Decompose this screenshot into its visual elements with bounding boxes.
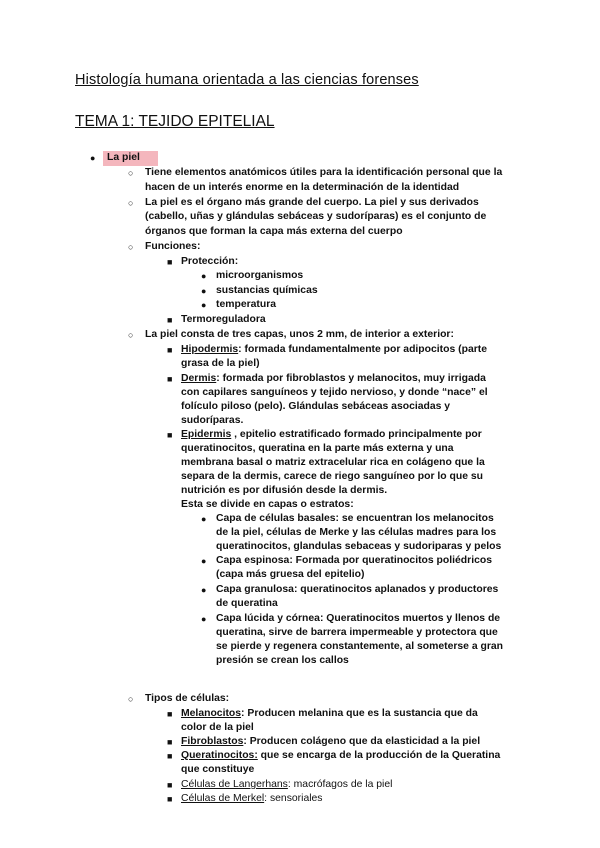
bullet-disc-icon: ● [201, 514, 207, 524]
hipodermis-term: Hipodermis [181, 344, 239, 355]
paragraph-line: de queratina [216, 598, 278, 609]
proteccion-item: microorganismos [216, 270, 304, 281]
paragraph-line: Esta se divide en capas o estratos: [181, 499, 354, 510]
paragraph-line: color de la piel [181, 722, 254, 733]
epidermis-line: Epidermis , epitelio estratificado formado principalmente por [181, 429, 482, 440]
document-title: Histología humana orientada a las ciencias forenses [75, 72, 419, 88]
proteccion-item: temperatura [216, 299, 277, 310]
heading-la-piel: La piel [103, 151, 158, 166]
queratinocitos-line: Queratinocitos: que se encarga de la producción de la Queratina [181, 750, 501, 761]
paragraph-line: queratinocitos, glandulas sebaceas y sudoriparas y pelos [216, 541, 502, 552]
paragraph-line: de la piel, células de Merke y las células madres para los [216, 527, 497, 538]
bullet-circle-icon: ○ [128, 694, 134, 704]
paragraph-line: (capa más gruesa del epitelio) [216, 569, 365, 580]
bullet-square-icon: ■ [167, 709, 173, 719]
bullet-disc-icon: ● [201, 286, 207, 296]
termoreguladora-label: Termoreguladora [181, 314, 266, 325]
melanocitos-term: Melanocitos [181, 708, 242, 719]
bullet-square-icon: ■ [167, 780, 173, 790]
paragraph-line: se pierde y regenera constantemente, al someterse a gran [216, 641, 504, 652]
hipodermis-line: Hipodermis: formada fundamentalmente por adipocitos (parte [181, 344, 487, 355]
bullet-disc-icon: ● [201, 556, 207, 566]
bullet-square-icon: ■ [167, 794, 173, 804]
bullet-circle-icon: ○ [128, 330, 134, 340]
bullet-square-icon: ■ [167, 315, 173, 325]
melanocitos-line: Melanocitos: Producen melanina que es la sustancia que da [181, 708, 478, 719]
section-title: TEMA 1: TEJIDO EPITELIAL [75, 113, 275, 130]
bullet-square-icon: ■ [167, 257, 173, 267]
bullet-square-icon: ■ [167, 345, 173, 355]
bullet-disc-icon: ● [201, 585, 207, 595]
paragraph-line: Capa lúcida y córnea: Queratinocitos muertos y llenos de [216, 613, 501, 624]
bullet-square-icon: ■ [167, 751, 173, 761]
paragraph-line: La piel es el órgano más grande del cuerpo. La piel y sus derivados [145, 197, 479, 208]
bullet-square-icon: ■ [167, 430, 173, 440]
merkel-line: Células de Merkel: sensoriales [181, 793, 323, 804]
queratinocitos-term: Queratinocitos: [181, 750, 258, 761]
paragraph-line: separa de la dermis, carece de riego sanguíneo por lo que su [181, 471, 484, 482]
bullet-disc-icon: ● [201, 300, 207, 310]
bullet-disc-icon: ● [201, 614, 207, 624]
paragraph-line: Tiene elementos anatómicos útiles para la identificación personal que la [145, 167, 503, 178]
paragraph-line: con capilares sanguíneos y tejido nervioso, y donde “nace” el [181, 387, 488, 398]
funciones-label: Funciones: [145, 241, 201, 252]
proteccion-label: Protección: [181, 256, 239, 267]
paragraph-line: (cabello, uñas y glándulas sebáceas y sudoríparas) es el conjunto de [145, 211, 487, 222]
paragraph-line: folículo piloso (pelo). Glándulas sebáceas asociadas y [181, 401, 451, 412]
paragraph-line: queratinocitos, queratina en la parte más externa y una [181, 443, 454, 454]
bullet-disc-icon: ● [90, 153, 96, 163]
paragraph-line: órganos que forman la capa más externa del cuerpo [145, 226, 403, 237]
langerhans-line: Células de Langerhans: macrófagos de la piel [181, 779, 393, 790]
fibroblastos-line: Fibroblastos: Producen colágeno que da elasticidad a la piel [181, 736, 481, 747]
paragraph-line: Capa espinosa: Formada por queratinocitos poliédricos [216, 555, 492, 566]
fibroblastos-term: Fibroblastos [181, 736, 244, 747]
dermis-term: Dermis [181, 373, 217, 384]
merkel-term: Células de Merkel [181, 793, 265, 804]
paragraph-line: membrana basal o matriz extracelular rica en colágeno que la [181, 457, 485, 468]
bullet-circle-icon: ○ [128, 168, 134, 178]
proteccion-item: sustancias químicas [216, 285, 318, 296]
bullet-circle-icon: ○ [128, 198, 134, 208]
paragraph-line: nutrición es por difusión desde la dermis. [181, 485, 388, 496]
paragraph-line: grasa de la piel) [181, 358, 260, 369]
paragraph-line: Capa de células basales: se encuentran los melanocitos [216, 513, 494, 524]
dermis-line: Dermis: formada por fibroblastos y melanocitos, muy irrigada [181, 373, 486, 384]
paragraph-line: queratina, sirve de barrera impermeable y protectora que [216, 627, 498, 638]
paragraph-line: presión se crean los callos [216, 655, 349, 666]
epidermis-term: Epidermis [181, 429, 232, 440]
langerhans-term: Células de Langerhans [181, 779, 288, 790]
bullet-square-icon: ■ [167, 374, 173, 384]
paragraph-line: Capa granulosa: queratinocitos aplanados y productores [216, 584, 499, 595]
bullet-disc-icon: ● [201, 271, 207, 281]
paragraph-line: sudoríparas. [181, 415, 244, 426]
bullet-square-icon: ■ [167, 737, 173, 747]
paragraph-line: hacen de un interés enorme en la determinación de la identidad [145, 182, 460, 193]
tipos-label: Tipos de células: [145, 693, 230, 704]
bullet-circle-icon: ○ [128, 242, 134, 252]
capas-intro: La piel consta de tres capas, unos 2 mm, de interior a exterior: [145, 329, 454, 340]
paragraph-line: que constituye [181, 764, 255, 775]
